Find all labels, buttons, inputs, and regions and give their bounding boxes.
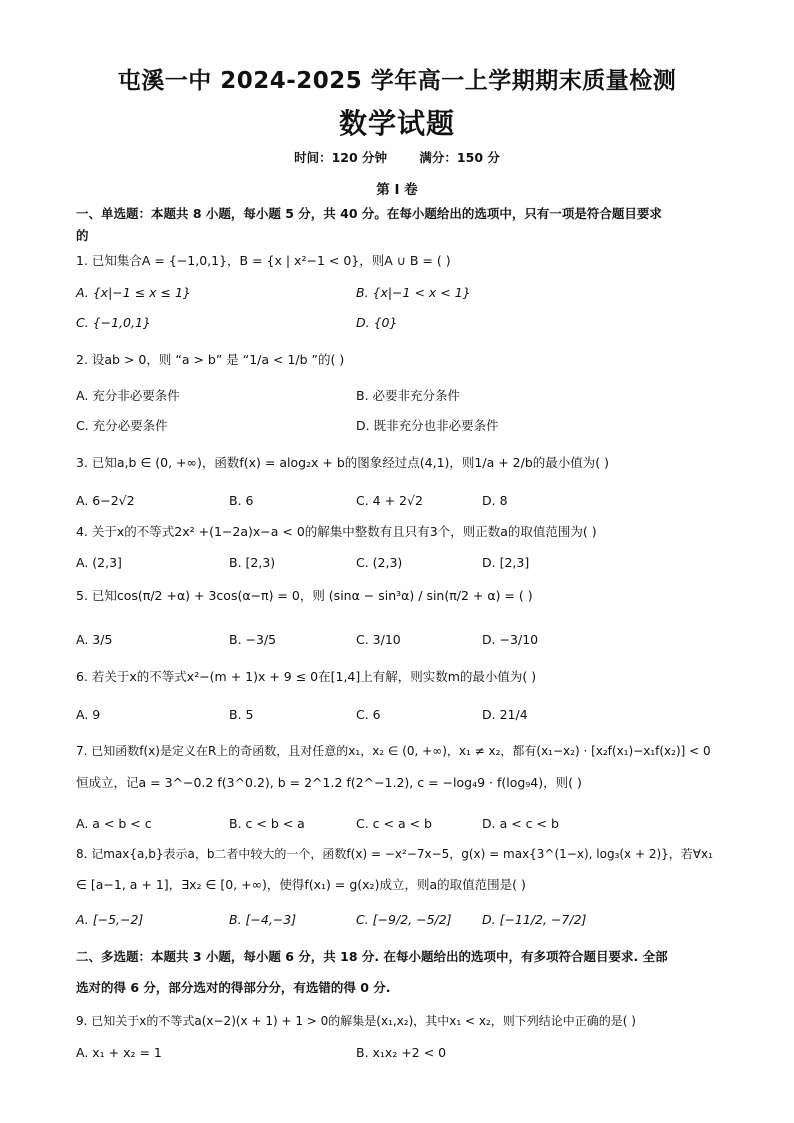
question-8-option-d: D. [−11/2, −7/2] bbox=[482, 912, 587, 927]
question-1-option-d: D. {0} bbox=[356, 315, 398, 330]
question-1-option-a: A. {x|−1 ≤ x ≤ 1} bbox=[76, 285, 191, 300]
question-1-option-c: C. {−1,0,1} bbox=[76, 315, 151, 330]
exam-subtitle: 数学试题 bbox=[338, 107, 455, 140]
question-3-option-b: B. 6 bbox=[229, 493, 254, 508]
question-2-option-d: D. 既非充分也非必要条件 bbox=[356, 418, 499, 433]
exam-time: 时间：120 分钟 bbox=[294, 150, 388, 165]
question-1-stem: 1. 已知集合A = {−1,0,1}，B = {x | x²−1 < 0}，则A ∪ B = ( ) bbox=[76, 253, 451, 268]
question-3-option-a: A. 6−2√2 bbox=[76, 493, 135, 508]
section2-intro-line2: 选对的得 6 分，部分选对的得部分分，有选错的得 0 分. bbox=[76, 980, 391, 995]
question-5-option-d: D. −3/10 bbox=[482, 632, 539, 647]
question-8-option-b: B. [−4,−3] bbox=[229, 912, 297, 927]
question-7-option-a: A. a < b < c bbox=[76, 816, 152, 831]
question-5-option-a: A. 3/5 bbox=[76, 632, 113, 647]
exam-meta bbox=[0, 148, 794, 166]
question-3-stem: 3. 已知a,b ∈ (0, +∞)，函数f(x) = alog₂x + b的图象经过点(4,1)，则1/a + 2/b的最小值为( ) bbox=[76, 455, 609, 470]
question-8-stem: 8. 记max{a,b}表示a，b二者中较大的一个，函数f(x) = −x²−7x−5，g(x) = max{3^(1−x), log₃(x + 2)}，若∀x₁ bbox=[76, 847, 713, 861]
section1-intro-line2: 的 bbox=[76, 228, 89, 243]
question-9-stem: 9. 已知关于x的不等式a(x−2)(x + 1) + 1 > 0的解集是(x₁,x₂)，其中x₁ < x₂，则下列结论中正确的是( ) bbox=[76, 1014, 636, 1028]
question-2-option-c: C. 充分必要条件 bbox=[76, 418, 168, 433]
exam-title: 屯溪一中 2024-2025 学年高一上学期期末质量检测 bbox=[117, 68, 677, 94]
question-6-option-d: D. 21/4 bbox=[482, 707, 528, 722]
question-2-option-b: B. 必要非充分条件 bbox=[356, 388, 461, 403]
question-4-option-c: C. (2,3) bbox=[356, 555, 403, 570]
section2-intro-line1: 二、多选题：本题共 3 小题，每小题 6 分，共 18 分. 在每小题给出的选项中，有多项符合题目要求. 全部 bbox=[76, 949, 668, 964]
question-9-option-a: A. x₁ + x₂ = 1 bbox=[76, 1045, 162, 1060]
question-7-option-b: B. c < b < a bbox=[229, 816, 305, 831]
question-5-stem: 5. 已知cos(π/2 +α) + 3cos(α−π) = 0，则 (sinα − sin³α) / sin(π/2 + α) = ( ) bbox=[76, 588, 533, 603]
question-7-stem: 7. 已知函数f(x)是定义在R上的奇函数，且对任意的x₁，x₂ ∈ (0, +∞)，x₁ ≠ x₂，都有(x₁−x₂) · [x₂f(x₁)−x₁f(x₂)] < 0 bbox=[76, 744, 711, 758]
question-3-option-c: C. 4 + 2√2 bbox=[356, 493, 423, 508]
question-4-option-a: A. (2,3] bbox=[76, 555, 122, 570]
question-7-option-c: C. c < a < b bbox=[356, 816, 432, 831]
question-6-option-c: C. 6 bbox=[356, 707, 381, 722]
question-7-option-d: D. a < c < b bbox=[482, 816, 559, 831]
question-4-option-d: D. [2,3] bbox=[482, 555, 530, 570]
question-8-option-a: A. [−5,−2] bbox=[76, 912, 144, 927]
question-6-option-b: B. 5 bbox=[229, 707, 254, 722]
section1-intro-line1: 一、单选题：本题共 8 小题，每小题 5 分，共 40 分。在每小题给出的选项中，只有一项是符合题目要求 bbox=[76, 206, 662, 221]
question-7-stem-continued: 恒成立，记a = 3^−0.2 f(3^0.2), b = 2^1.2 f(2^−1.2), c = −log₄9 · f(log₉4)，则( ) bbox=[76, 775, 582, 790]
volume-heading: 第 I 卷 bbox=[376, 182, 418, 198]
question-1-option-b: B. {x|−1 < x < 1} bbox=[356, 285, 471, 300]
question-8-option-c: C. [−9/2, −5/2] bbox=[356, 912, 452, 927]
question-5-option-b: B. −3/5 bbox=[229, 632, 277, 647]
question-9-option-b: B. x₁x₂ +2 < 0 bbox=[356, 1045, 447, 1060]
question-8-stem-continued: ∈ [a−1, a + 1]，∃x₂ ∈ [0, +∞)，使得f(x₁) = g(x₂)成立，则a的取值范围是( ) bbox=[76, 877, 526, 892]
question-3-option-d: D. 8 bbox=[482, 493, 508, 508]
exam-score: 满分：150 分 bbox=[419, 150, 500, 165]
question-4-stem: 4. 关于x的不等式2x² +(1−2a)x−a < 0的解集中整数有且只有3个，则正数a的取值范围为( ) bbox=[76, 524, 597, 539]
question-6-stem: 6. 若关于x的不等式x²−(m + 1)x + 9 ≤ 0在[1,4]上有解，则实数m的最小值为( ) bbox=[76, 669, 537, 684]
question-5-option-c: C. 3/10 bbox=[356, 632, 401, 647]
question-6-option-a: A. 9 bbox=[76, 707, 101, 722]
question-4-option-b: B. [2,3) bbox=[229, 555, 276, 570]
question-2-stem: 2. 设ab > 0，则 “a > b” 是 “1/a < 1/b ”的( ) bbox=[76, 352, 345, 367]
question-2-option-a: A. 充分非必要条件 bbox=[76, 388, 180, 403]
